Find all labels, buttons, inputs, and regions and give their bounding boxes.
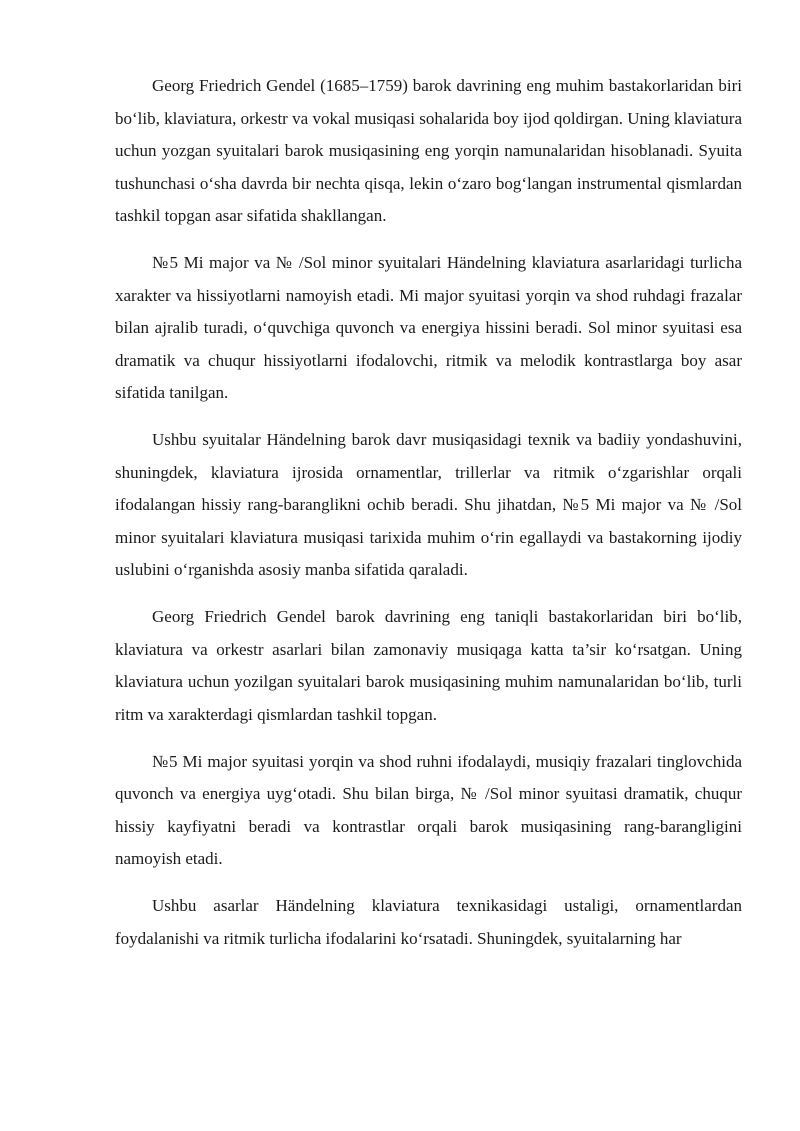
paragraph-4: Georg Friedrich Gendel barok davrining eng taniqli bastakorlaridan biri bo‘lib, klaviatura va orkestr asarlari bilan zamonaviy musiqaga katta ta’sir ko‘rsatgan. Uning klaviatura uchun yozilgan syuitalari barok musiqasining muhim namunalaridan bo‘lib, turli ritm va xarakterdagi qismlardan tashkil topgan. <box>115 607 742 724</box>
document-body <box>115 70 742 970</box>
paragraph-2: №5 Mi major va № /Sol minor syuitalari Händelning klaviatura asarlaridagi turlicha xarakter va hissiyotlarni namoyish etadi. Mi major syuitasi yorqin va shod ruhdagi frazalar bilan ajralib turadi, o‘quvchiga quvonch va energiya hissini beradi. Sol minor syuitasi esa dramatik va chuqur hissiyotlarni ifodalovchi, ritmik va melodik kontrastlarga boy asar sifatida tanilgan. <box>115 253 742 402</box>
paragraph-3: Ushbu syuitalar Händelning barok davr musiqasidagi texnik va badiiy yondashuvini, shuningdek, klaviatura ijrosida ornamentlar, trillerlar va ritmik o‘zgarishlar orqali ifodalangan hissiy rang-baranglikni ochib beradi. Shu jihatdan, №5 Mi major va № /Sol minor syuitalari klaviatura musiqasi tarixida muhim o‘rin egallaydi va bastakorning ijodiy uslubini o‘rganishda asosiy manba sifatida qaraladi. <box>115 430 742 579</box>
paragraph-1: Georg Friedrich Gendel (1685–1759) barok davrining eng muhim bastakorlaridan biri bo‘lib, klaviatura, orkestr va vokal musiqasi sohalarida boy ijod qoldirgan. Uning klaviatura uchun yozgan syuitalari barok musiqasining eng yorqin namunalaridan hisoblanadi. Syuita tushunchasi o‘sha davrda bir nechta qisqa, lekin o‘zaro bog‘langan instrumental qismlardan tashkil topgan asar sifatida shakllangan. <box>115 76 742 225</box>
paragraph-6: Ushbu asarlar Händelning klaviatura texnikasidagi ustaligi, ornamentlardan foydalanishi va ritmik turlicha ifodalarini ko‘rsatadi. Shuningdek, syuitalarning har <box>115 896 742 948</box>
paragraph-5: №5 Mi major syuitasi yorqin va shod ruhni ifodalaydi, musiqiy frazalari tinglovchida quvonch va energiya uyg‘otadi. Shu bilan birga, № /Sol minor syuitasi dramatik, chuqur hissiy kayfiyatni beradi va kontrastlar orqali barok musiqasining rang-barangligini namoyish etadi. <box>115 751 742 868</box>
